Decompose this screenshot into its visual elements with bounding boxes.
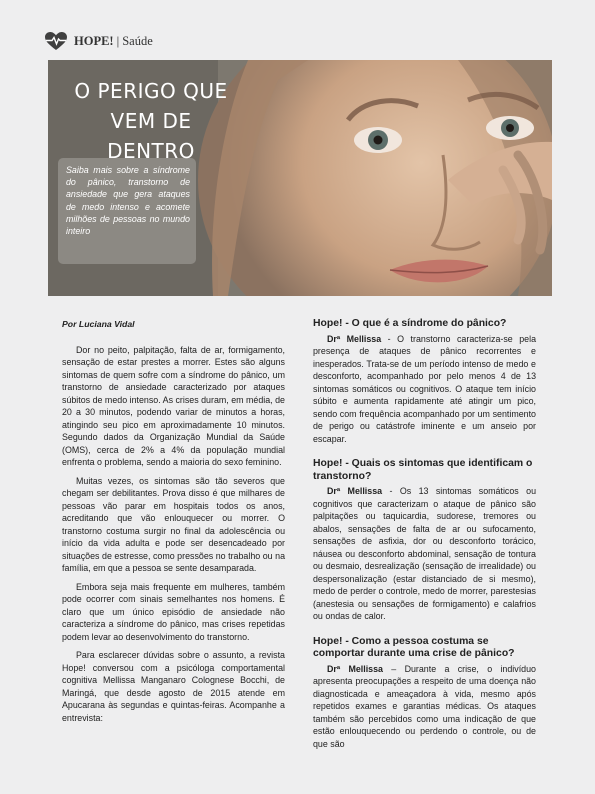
- magazine-brand: HOPE!: [74, 33, 114, 48]
- heart-pulse-icon: [44, 31, 68, 51]
- speaker-sep: -: [381, 333, 398, 344]
- article-title: O PERIGO QUE VEM DE DENTRO: [74, 79, 228, 163]
- interview-question: Hope! - Como a pessoa costuma se comportar durante uma crise de pânico?: [313, 635, 515, 659]
- hero-photo: [48, 60, 552, 296]
- left-column: [62, 318, 285, 730]
- byline: Por Luciana Vidal: [62, 319, 135, 329]
- speaker-name: Drª Mellissa: [327, 663, 383, 674]
- paragraph: Para esclarecer dúvidas sobre o assunto, a revista Hope! conversou com a psicóloga comportamental cognitiva Mellissa Manganaro Colognese Bocchi, de Maringá, que desde agosto de 2015 atende em Apucarana às segundas e quintas-feiras. Acompanhe a entrevista:: [62, 650, 285, 723]
- interview-answer: [313, 663, 536, 751]
- speaker-name: Drª Mellissa: [327, 333, 382, 344]
- paragraph: Dor no peito, palpitação, falta de ar, formigamento, sensação de estar prestes a morrer. Estes são alguns sintomas de quem sofre com a síndrome do pânico, um transtorno de ansiedade caracterizado por ataques súbitos de medo intenso. As crises duram, em média, de 20 a 30 minutos, podendo variar de minutos a horas, atingindo seu pico em aproximadamente 10 minutos. Segundo dados da Organização Mundial da Saúde (OMS), cerca de 2% a 4% da população mundial enfrenta o problema, sendo a maioria do sexo feminino.: [62, 344, 285, 467]
- right-column: [313, 318, 536, 750]
- speaker-sep: –: [383, 663, 405, 674]
- section-name: Saúde: [122, 33, 153, 48]
- page-header: [44, 30, 153, 52]
- speaker-sep: -: [382, 486, 400, 496]
- article-subtitle: Saiba mais sobre a síndrome do pânico, transtorno de ansiedade que gera ataques de medo intenso e acomete milhões de pessoas no mundo inteiro: [58, 158, 196, 264]
- interview-question: Hope! - O que é a síndrome do pânico?: [313, 318, 507, 329]
- paragraph: Embora seja mais frequente em mulheres, também pode ocorrer com sinais semelhantes nos homens. É claro que um único episódio de ansiedade não caracteriza a síndrome do pânico, mas crises repetidas podem levar ao desenvolvimento do transtorno.: [62, 581, 285, 642]
- speaker-name: Drª Mellissa: [327, 486, 383, 496]
- interview-question: Hope! - Quais os sintomas que identificam o transtorno?: [313, 458, 533, 482]
- header-separator: |: [116, 33, 120, 48]
- interview-answer: [313, 333, 536, 446]
- answer-text: Os 13 sintomas somáticos ou cognitivos que caracterizam o ataque de pânico são palpitações ou taquicardia, sudorese, tremores ou abalos, sensações de falta de ar ou sufocamento, sensações de asfixia, dor ou desconforto torácico, náusea ou desconforto abdominal, sensação de tontura ou desmaio, desrealização (sensação de irrealidade) ou despersonalização (estar distanciado de si mesmo), medo de perder o controle, medo de morrer, parestesias (anestesia ou sensações de formigamento) e calafrios ou ondas de calor.: [313, 486, 537, 621]
- answer-text: Durante a crise, o indivíduo apresenta preocupações a respeito de uma doença não diagnosticada e ameaçadora à vida, mesmo após repetidos exames e garantias médicas. Os ataques também são percebidos como uma indicação de que estão enlouquecendo ou perdendo o controle, ou de que são: [313, 663, 536, 749]
- paragraph: Muitas vezes, os sintomas são tão severos que chegam ser debilitantes. Prova disso é que milhares de pessoas vão parar em hospitais todos os anos, acreditando que vão enlouquecer ou morrer. O transtorno costuma surgir no final da adolescência ou início da vida adulta e pode ser desencadeado por situações de estresse, como pressões no trabalho ou na família, em que a pessoa se sente desamparada.: [62, 475, 285, 573]
- interview-answer: [313, 485, 536, 623]
- answer-text: O transtorno caracteriza-se pela presença de ataques de pânico recorrentes e inesperados. Trata-se de um período intenso de medo e desconforto, acompanhado por pelo menos 4 de 13 sintomas somáticos ou cognitivos. O ataque tem início súbito e aumenta rapidamente até atingir um pico, sendo com frequência acompanhado por um sentimento de perigo ou catástrofe iminente e um anseio por escapar.: [313, 333, 536, 444]
